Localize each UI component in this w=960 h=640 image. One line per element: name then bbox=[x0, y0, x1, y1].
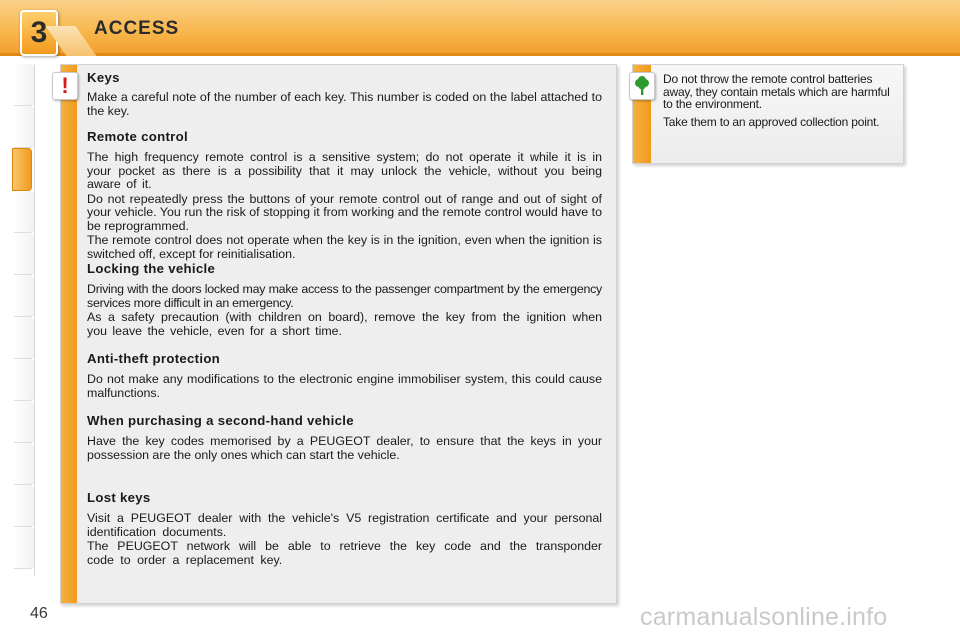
chapter-tab[interactable] bbox=[14, 106, 34, 148]
warning-content bbox=[87, 70, 602, 567]
section-paragraph: Visit a PEUGEOT dealer with the vehicle's V5 registration certificate and your personal identification documents. bbox=[87, 511, 602, 539]
chapter-tab[interactable] bbox=[14, 275, 34, 317]
chapter-tab[interactable] bbox=[14, 317, 34, 359]
section-paragraph: Driving with the doors locked may make access to the passenger compartment by the emergency services more difficult in an emergency. bbox=[87, 282, 602, 310]
warning-icon: ! bbox=[52, 72, 78, 100]
chapter-tab[interactable] bbox=[14, 233, 34, 275]
page-number: 46 bbox=[30, 605, 48, 622]
environment-note-content bbox=[663, 73, 893, 128]
tree-icon bbox=[633, 76, 651, 96]
chapter-number: 3 bbox=[30, 16, 48, 49]
section-paragraph: The remote control does not operate when the key is in the ignition, even when the ignition is switched off, except for reinitialisation. bbox=[87, 233, 602, 261]
section-heading: Locking the vehicle bbox=[87, 261, 216, 276]
chapter-tab[interactable] bbox=[14, 191, 34, 233]
section-paragraph: As a safety precaution (with children on board), remove the key from the ignition when you leave the vehicle, even for a short time. bbox=[87, 310, 602, 338]
chapter-tab[interactable] bbox=[14, 359, 34, 401]
section-heading: Lost keys bbox=[87, 490, 151, 505]
section-anti-theft bbox=[87, 351, 602, 400]
section-paragraph: Do not repeatedly press the buttons of your remote control out of range and out of sight of your vehicle. You run the risk of stopping it from working and the remote control would have to be reprogrammed. bbox=[87, 191, 602, 233]
chapter-tab[interactable] bbox=[14, 527, 34, 569]
panel-accent-stripe bbox=[61, 65, 77, 603]
chapter-tab[interactable] bbox=[14, 401, 34, 443]
section-heading: Remote control bbox=[87, 129, 188, 144]
section-heading: When purchasing a second-hand vehicle bbox=[87, 413, 354, 428]
chapter-tab[interactable] bbox=[14, 485, 34, 527]
section-locking-vehicle bbox=[87, 261, 602, 338]
chapter-tab-strip bbox=[14, 64, 35, 576]
section-paragraph: The PEUGEOT network will be able to retrieve the key code and the transponder code to order a replacement key. bbox=[87, 539, 602, 567]
section-paragraph: Do not make any modifications to the electronic engine immobiliser system, this could cause malfunctions. bbox=[87, 372, 602, 400]
section-heading: Keys bbox=[87, 70, 120, 85]
section-remote-control bbox=[87, 129, 602, 261]
page-title: ACCESS bbox=[94, 18, 180, 39]
section-paragraph: Have the key codes memorised by a PEUGEOT dealer, to ensure that the keys in your possession are the only ones which can start the vehicle. bbox=[87, 434, 602, 462]
section-paragraph: Make a careful note of the number of each key. This number is coded on the label attached to the key. bbox=[87, 90, 602, 118]
chapter-tab[interactable] bbox=[14, 443, 34, 485]
section-keys bbox=[87, 70, 602, 118]
note-paragraph: Do not throw the remote control batteries away, they contain metals which are harmful to the environment. bbox=[663, 72, 890, 111]
section-second-hand bbox=[87, 413, 602, 462]
note-paragraph: Take them to an approved collection point. bbox=[663, 114, 880, 129]
chapter-tab[interactable] bbox=[14, 64, 34, 106]
section-lost-keys bbox=[87, 490, 602, 567]
eco-tree-icon bbox=[629, 72, 655, 100]
chapter-tab-active[interactable] bbox=[12, 148, 32, 191]
section-paragraph: The high frequency remote control is a sensitive system; do not operate it while it is in your pocket as there is a possibility that it may unlock the vehicle, without you being aware of it. bbox=[87, 150, 602, 191]
watermark: carmanualsonline.info bbox=[640, 603, 888, 631]
section-heading: Anti-theft protection bbox=[87, 351, 221, 366]
